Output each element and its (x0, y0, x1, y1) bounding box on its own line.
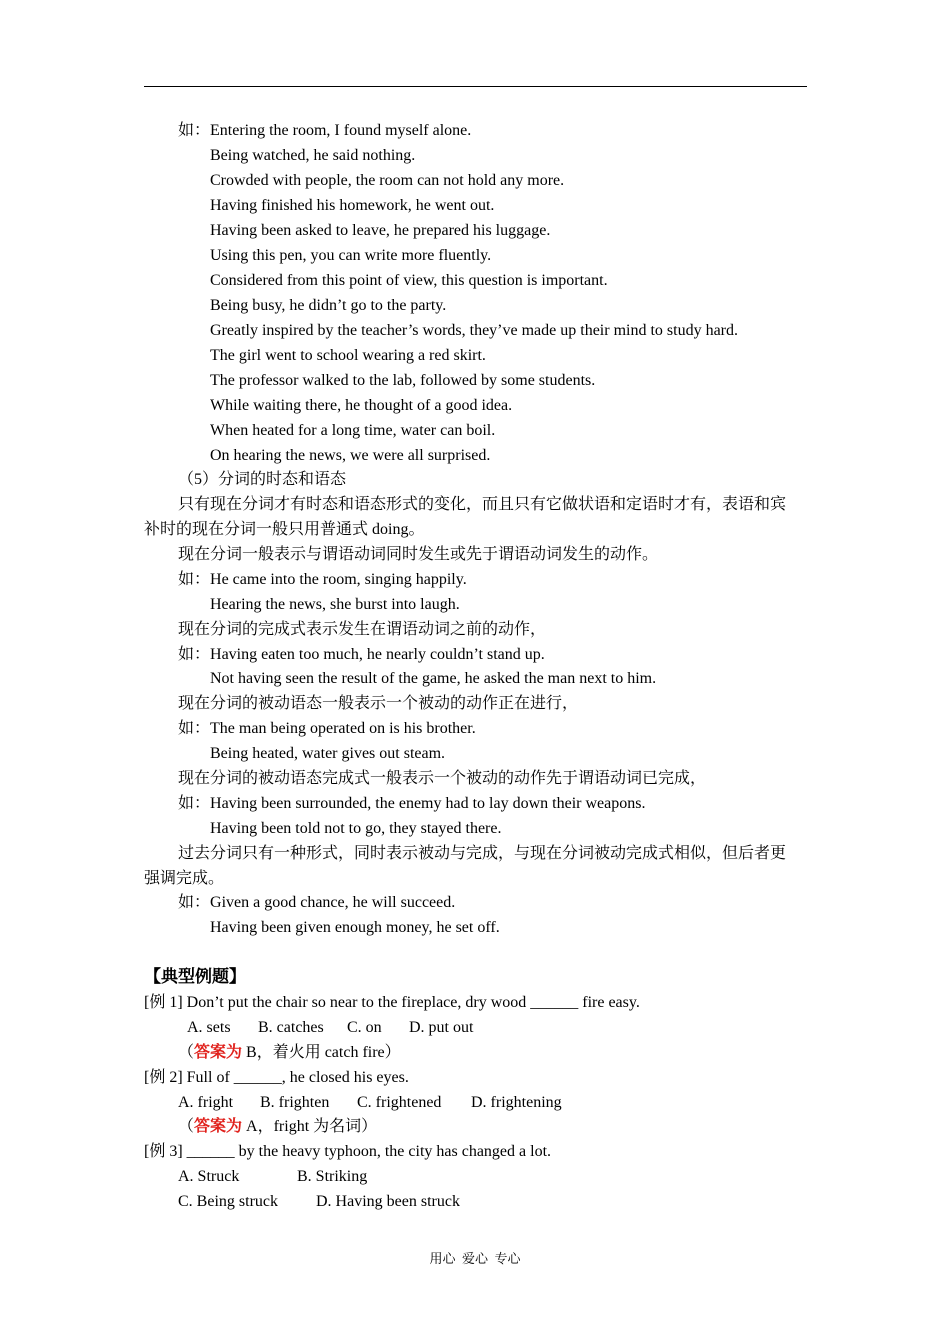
example-prefix: 如：Having been surrounded, the enemy had to lay down their weapons. (178, 795, 646, 812)
paragraph-line: 现在分词一般表示与谓语动词同时发生或先于谓语动词发生的动作。 (178, 546, 659, 563)
example-line: Considered from this point of view, this question is important. (210, 272, 608, 289)
question-2-options: A. fright B. frighten C. frightened D. frightening (178, 1094, 562, 1111)
section-title: （5）分词的时态和语态 (178, 471, 347, 488)
page-footer: 用心 爱心 专心 (429, 1251, 521, 1266)
example-line: While waiting there, he thought of a good idea. (210, 397, 513, 414)
example-line: Being watched, he said nothing. (210, 147, 416, 164)
example-line: Using this pen, you can write more fluently. (210, 247, 492, 264)
example-line: When heated for a long time, water can boil. (210, 422, 496, 439)
example-line: The professor walked to the lab, followed by some students. (210, 372, 596, 389)
paragraph-line: 现在分词的被动语态完成式一般表示一个被动的动作先于谓语动词已完成， (178, 770, 707, 787)
example-line: Having been given enough money, he set off. (210, 919, 500, 936)
example-line: Having been asked to leave, he prepared his luggage. (210, 222, 551, 239)
example-line: Not having seen the result of the game, he asked the man next to him. (210, 670, 657, 687)
typical-heading: 【典型例题】 (144, 967, 246, 986)
question-1-stem: [例 1] Don’t put the chair so near to the fireplace, dry wood ______ fire easy. (144, 994, 640, 1011)
example-prefix: 如：Given a good chance, he will succeed. (178, 894, 456, 911)
question-3-stem: [例 3] ______ by the heavy typhoon, the city has changed a lot. (144, 1143, 552, 1160)
example-prefix: 如：Having eaten too much, he nearly couldn’t stand up. (178, 646, 545, 663)
example-line: Being busy, he didn’t go to the party. (210, 297, 447, 314)
example-line: Having finished his homework, he went out. (210, 197, 495, 214)
example-line: Crowded with people, the room can not hold any more. (210, 172, 565, 189)
paragraph-line: 过去分词只有一种形式，同时表示被动与完成，与现在分词被动完成式相似，但后者更 (178, 845, 787, 862)
question-2-stem: [例 2] Full of ______, he closed his eyes. (144, 1069, 409, 1086)
example-line: Hearing the news, she burst into laugh. (210, 596, 460, 613)
question-1-answer: （答案为 B，着火用 catch fire） (178, 1044, 401, 1061)
question-1-options: A. sets B. catches C. on D. put out (187, 1019, 474, 1036)
paragraph-line: 只有现在分词才有时态和语态形式的变化，而且只有它做状语和定语时才有，表语和宾 (178, 496, 787, 513)
example-prefix: 如：The man being operated on is his brother. (178, 720, 476, 737)
paragraph-line: 现在分词的完成式表示发生在谓语动词之前的动作， (178, 621, 547, 638)
example-line: Being heated, water gives out steam. (210, 745, 446, 762)
paragraph-line: 补时的现在分词一般只用普通式 doing。 (144, 521, 425, 538)
example-line: Having been told not to go, they stayed there. (210, 820, 502, 837)
example-prefix: 如：Entering the room, I found myself alone. (178, 122, 472, 139)
question-3-options-row-2: C. Being struck D. Having been struck (178, 1193, 460, 1210)
example-line: On hearing the news, we were all surprised. (210, 447, 491, 464)
question-3-options-row-1: A. Struck B. Striking (178, 1168, 368, 1185)
header-rule (144, 86, 807, 87)
example-line: Greatly inspired by the teacher’s words, they’ve made up their mind to study hard. (210, 322, 739, 339)
example-line: The girl went to school wearing a red skirt. (210, 347, 486, 364)
example-prefix: 如：He came into the room, singing happily. (178, 571, 467, 588)
paragraph-line: 现在分词的被动语态一般表示一个被动的动作正在进行， (178, 695, 579, 712)
question-2-answer: （答案为 A，fright 为名词） (178, 1118, 378, 1135)
paragraph-line: 强调完成。 (144, 870, 225, 887)
